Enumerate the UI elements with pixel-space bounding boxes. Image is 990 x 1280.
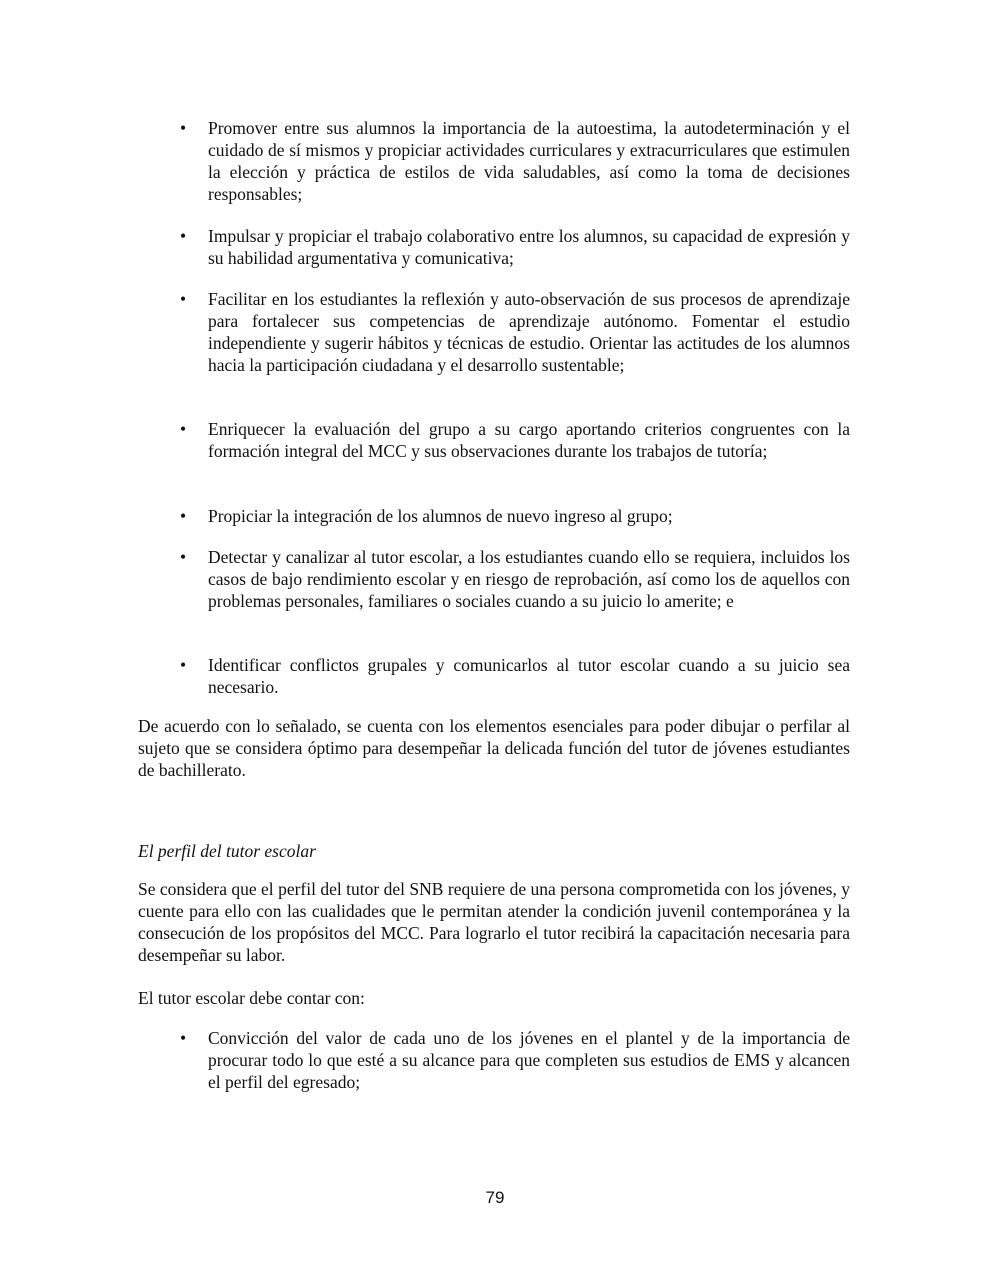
list-item-text: Detectar y canalizar al tutor escolar, a los estudiantes cuando ello se requiera, incluidos los casos de bajo rendimiento escolar y en riesgo de reprobación, así como los de aquellos con problemas personales, familiares o sociales cuando a su juicio lo amerite; e <box>208 547 850 611</box>
paragraph: De acuerdo con lo señalado, se cuenta con los elementos esenciales para poder dibujar o perfilar al sujeto que se considera óptimo para desempeñar la delicada función del tutor de jóvenes estudiantes de bachillerato. <box>138 716 850 780</box>
list-item <box>180 288 850 376</box>
section-heading: El perfil del tutor escolar <box>138 841 316 861</box>
list-item-text: Impulsar y propiciar el trabajo colaborativo entre los alumnos, su capacidad de expresión y su habilidad argumentativa y comunicativa; <box>208 226 850 268</box>
list-item-text: Convicción del valor de cada uno de los jóvenes en el plantel y de la importancia de procurar todo lo que esté a su alcance para que completen sus estudios de EMS y alcancen el perfil del egresado; <box>208 1028 850 1092</box>
list-item-text: Promover entre sus alumnos la importancia de la autoestima, la autodeterminación y el cuidado de sí mismos y propiciar actividades curriculares y extracurriculares que estimulen la elección y práctica de estilos de vida saludables, así como la toma de decisiones responsables; <box>208 118 850 204</box>
list-item <box>180 418 850 462</box>
paragraph: El tutor escolar debe contar con: <box>138 988 365 1008</box>
list-item-text: Propiciar la integración de los alumnos de nuevo ingreso al grupo; <box>208 506 673 526</box>
list-item-text: Enriquecer la evaluación del grupo a su cargo aportando criterios congruentes con la formación integral del MCC y sus observaciones durante los trabajos de tutoría; <box>208 419 850 461</box>
list-item-text: Identificar conflictos grupales y comunicarlos al tutor escolar cuando a su juicio sea necesario. <box>208 655 850 697</box>
bullet-icon: • <box>180 547 187 567</box>
bullet-icon: • <box>180 655 187 675</box>
bullet-icon: • <box>180 1028 187 1048</box>
list-item-text: Facilitar en los estudiantes la reflexión y auto-observación de sus procesos de aprendizaje para fortalecer sus competencias de aprendizaje autónomo. Fomentar el estudio independiente y sugerir hábitos y técnicas de estudio. Orientar las actitudes de los alumnos hacia la participación ciudadana y el desarrollo sustentable; <box>208 289 850 375</box>
bullet-icon: • <box>180 226 187 246</box>
list-item <box>180 1027 850 1093</box>
bullet-icon: • <box>180 289 187 309</box>
page-number: 79 <box>485 1188 505 1207</box>
list-item <box>180 546 850 612</box>
paragraph: Se considera que el perfil del tutor del SNB requiere de una persona comprometida con los jóvenes, y cuente para ello con las cualidades que le permitan atender la condición juvenil contemporánea y la consecución de los propósitos del MCC. Para lograrlo el tutor recibirá la capacitación necesaria para desempeñar su labor. <box>138 879 850 965</box>
bullet-icon: • <box>180 118 187 138</box>
list-item <box>180 117 850 205</box>
list-item <box>180 654 850 698</box>
list-item <box>180 225 850 269</box>
bullet-icon: • <box>180 419 187 439</box>
bullet-icon: • <box>180 506 187 526</box>
list-item <box>180 505 850 527</box>
